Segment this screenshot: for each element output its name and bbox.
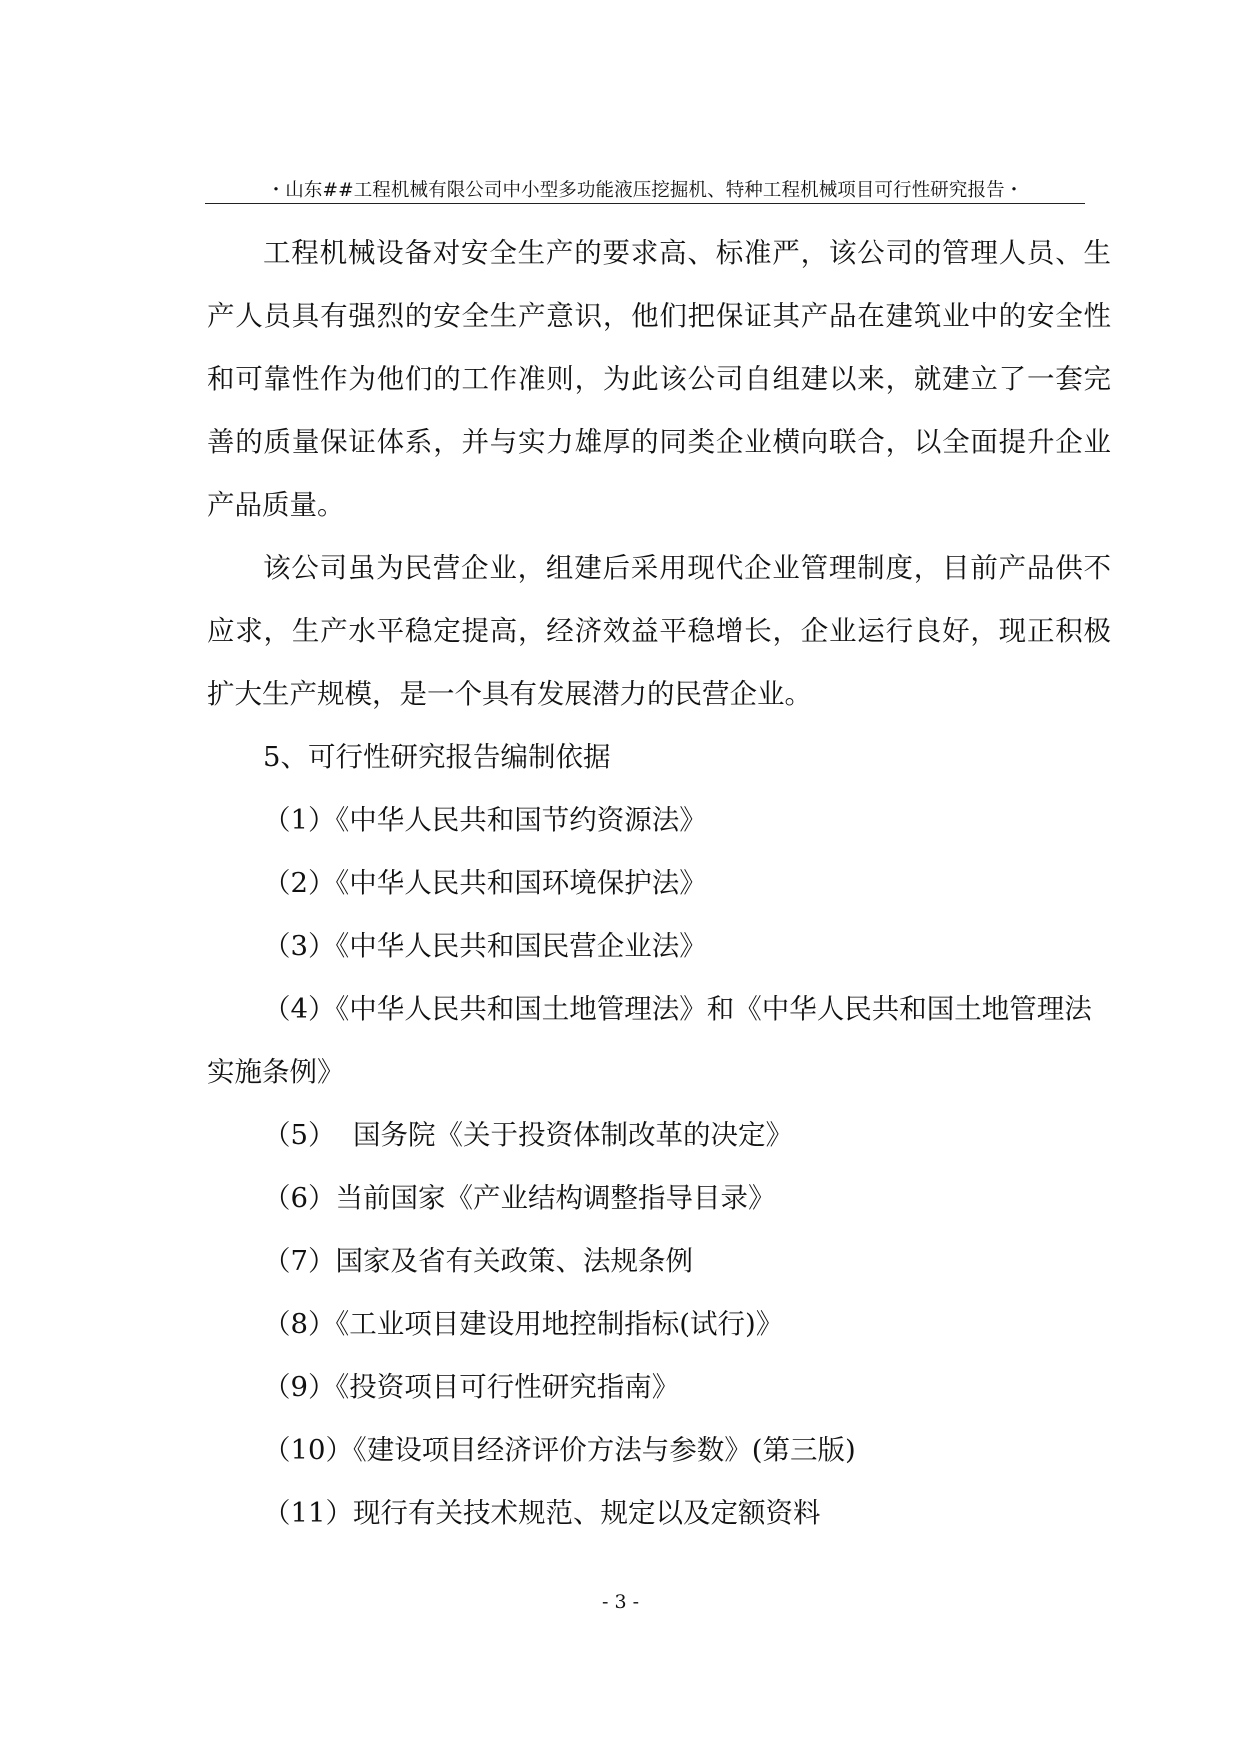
basis-item-5: （5） 国务院《关于投资体制改革的决定》 <box>263 1119 793 1151</box>
document-body <box>207 222 1111 1545</box>
basis-item-1: （1）《中华人民共和国节约资源法》 <box>263 804 707 836</box>
paragraph-enterprise-overview: 该公司虽为民营企业，组建后采用现代企业管理制度，目前产品供不应求，生产水平稳定提高，经济效益平稳增长，企业运行良好，现正积极扩大生产规模，是一个具有发展潜力的民营企业。 <box>207 552 1111 710</box>
basis-item-2: （2）《中华人民共和国环境保护法》 <box>263 867 707 899</box>
basis-item-7: （7）国家及省有关政策、法规条例 <box>263 1245 693 1277</box>
basis-item-9: （9）《投资项目可行性研究指南》 <box>263 1371 680 1403</box>
header-rule <box>205 203 1085 204</box>
basis-item-6: （6）当前国家《产业结构调整指导目录》 <box>263 1182 776 1214</box>
basis-item-11: （11）现行有关技术规范、规定以及定额资料 <box>263 1497 821 1529</box>
running-header: ・山东##工程机械有限公司中小型多功能液压挖掘机、特种工程机械项目可行性研究报告・ <box>266 180 1024 201</box>
basis-item-10: （10）《建设项目经济评价方法与参数》(第三版) <box>263 1434 856 1466</box>
basis-item-4: （4）《中华人民共和国土地管理法》和《中华人民共和国土地管理法实施条例》 <box>207 993 1092 1088</box>
basis-item-8: （8）《工业项目建设用地控制指标(试行)》 <box>263 1308 784 1340</box>
section-heading: 5、可行性研究报告编制依据 <box>263 741 611 773</box>
basis-item-3: （3）《中华人民共和国民营企业法》 <box>263 930 707 962</box>
page-number: - 3 - <box>601 1591 639 1613</box>
paragraph-quality-assurance: 工程机械设备对安全生产的要求高、标准严，该公司的管理人员、生产人员具有强烈的安全生产意识，他们把保证其产品在建筑业中的安全性和可靠性作为他们的工作准则，为此该公司自组建以来，就建立了一套完善的质量保证体系，并与实力雄厚的同类企业横向联合，以全面提升企业产品质量。 <box>207 237 1111 521</box>
